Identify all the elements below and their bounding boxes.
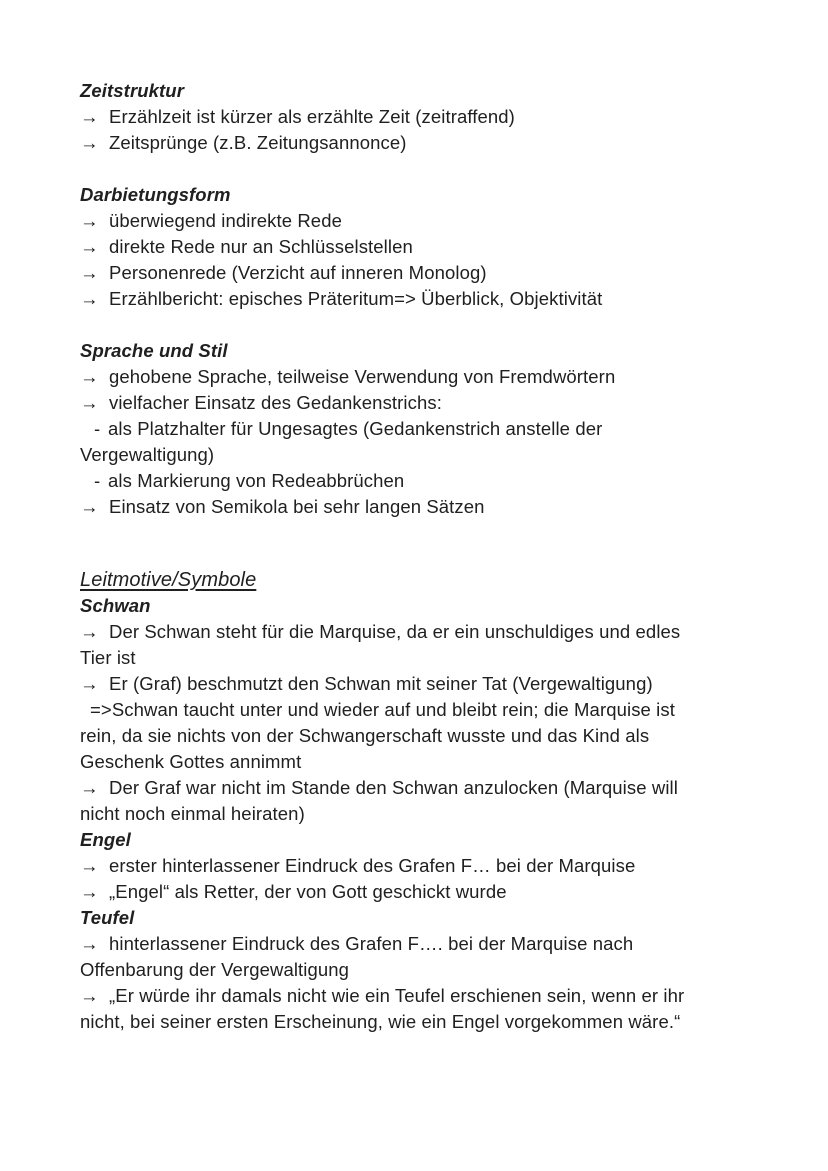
arrow-bullet-icon: →: [80, 288, 99, 309]
note-text: Geschenk Gottes annimmt: [80, 751, 302, 772]
section-leitmotive-symbole: [80, 567, 798, 1035]
note-text: Der Graf war nicht im Stande den Schwan anzulocken (Marquise will: [109, 777, 678, 798]
arrow-bullet-icon: →: [80, 673, 99, 694]
dash-bullet-icon: -: [94, 470, 101, 491]
note-text: Erzählbericht: episches Präteritum=> Überblick, Objektivität: [109, 288, 603, 309]
subsection-heading: Teufel: [80, 907, 135, 928]
arrow-bullet-icon: →: [80, 366, 99, 387]
section-heading: Sprache und Stil: [80, 340, 228, 361]
arrow-bullet-icon: →: [80, 496, 99, 517]
note-text: nicht, bei seiner ersten Erscheinung, wie ein Engel vorgekommen wäre.“: [80, 1011, 681, 1032]
note-line: [80, 671, 798, 697]
section-heading: Zeitstruktur: [80, 80, 184, 101]
note-line: [80, 879, 798, 905]
section-zeitstruktur: [80, 78, 798, 156]
note-text: „Engel“ als Retter, der von Gott geschickt wurde: [109, 881, 507, 902]
arrow-bullet-icon: →: [80, 392, 99, 413]
note-line: [80, 853, 798, 879]
note-text: Tier ist: [80, 647, 136, 668]
note-line: [80, 416, 798, 442]
arrow-bullet-icon: →: [80, 855, 99, 876]
subsection-schwan: [80, 593, 798, 827]
note-line: [80, 494, 798, 520]
note-line: [80, 983, 798, 1009]
subsection-engel: [80, 827, 798, 905]
note-line: [80, 364, 798, 390]
note-text: überwiegend indirekte Rede: [109, 210, 342, 231]
arrow-bullet-icon: →: [80, 985, 99, 1006]
note-text: nicht noch einmal heiraten): [80, 803, 305, 824]
note-text: vielfacher Einsatz des Gedankenstrichs:: [109, 392, 442, 413]
note-text: als Platzhalter für Ungesagtes (Gedankenstrich anstelle der: [108, 418, 603, 439]
note-line: [80, 749, 798, 775]
subsection-heading: Engel: [80, 829, 131, 850]
section-heading-underlined: Leitmotive/Symbole: [80, 569, 257, 591]
section-darbietungsform: [80, 182, 798, 312]
subsection-teufel: [80, 905, 798, 1035]
arrow-bullet-icon: →: [80, 236, 99, 257]
note-line: [80, 619, 798, 645]
note-line: [80, 1009, 798, 1035]
note-text: Personenrede (Verzicht auf inneren Monolog): [109, 262, 487, 283]
arrow-bullet-icon: →: [80, 262, 99, 283]
section-heading: Darbietungsform: [80, 184, 231, 205]
note-line: [80, 468, 798, 494]
note-line: [80, 801, 798, 827]
note-text: Er (Graf) beschmutzt den Schwan mit seiner Tat (Vergewaltigung): [109, 673, 653, 694]
subsection-heading: Schwan: [80, 595, 151, 616]
arrow-bullet-icon: →: [80, 106, 99, 127]
note-text: Vergewaltigung): [80, 444, 215, 465]
note-line: [80, 723, 798, 749]
note-line: [80, 957, 798, 983]
note-text: Einsatz von Semikola bei sehr langen Sätzen: [109, 496, 485, 517]
note-line: [80, 104, 798, 130]
note-line: [80, 931, 798, 957]
note-text: als Markierung von Redeabbrüchen: [108, 470, 405, 491]
note-line: [80, 775, 798, 801]
note-text: direkte Rede nur an Schlüsselstellen: [109, 236, 413, 257]
note-text: Schwan taucht unter und wieder auf und bleibt rein; die Marquise ist: [111, 699, 675, 720]
note-line: [80, 390, 798, 416]
note-text: Offenbarung der Vergewaltigung: [80, 959, 350, 980]
arrow-bullet-icon: →: [80, 933, 99, 954]
arrow-bullet-icon: →: [80, 132, 99, 153]
note-text: Erzählzeit ist kürzer als erzählte Zeit (zeitraffend): [109, 106, 515, 127]
implies-icon: =>: [90, 699, 112, 720]
arrow-bullet-icon: →: [80, 881, 99, 902]
note-text: gehobene Sprache, teilweise Verwendung von Fremdwörtern: [109, 366, 616, 387]
note-line: [80, 234, 798, 260]
note-text: „Er würde ihr damals nicht wie ein Teufel erschienen sein, wenn er ihr: [109, 985, 685, 1006]
note-text: rein, da sie nichts von der Schwangerschaft wusste und das Kind als: [80, 725, 650, 746]
arrow-bullet-icon: →: [80, 621, 99, 642]
note-line: [80, 697, 798, 723]
note-text: erster hinterlassener Eindruck des Grafen F… bei der Marquise: [109, 855, 636, 876]
arrow-bullet-icon: →: [80, 777, 99, 798]
note-text: hinterlassener Eindruck des Grafen F…. bei der Marquise nach: [109, 933, 634, 954]
note-text: Der Schwan steht für die Marquise, da er ein unschuldiges und edles: [109, 621, 681, 642]
note-line: [80, 645, 798, 671]
note-line: [80, 130, 798, 156]
note-line: [80, 442, 798, 468]
section-sprache-und-stil: [80, 338, 798, 520]
note-line: [80, 260, 798, 286]
arrow-bullet-icon: →: [80, 210, 99, 231]
note-line: [80, 208, 798, 234]
note-line: [80, 286, 798, 312]
dash-bullet-icon: -: [94, 418, 101, 439]
note-text: Zeitsprünge (z.B. Zeitungsannonce): [109, 132, 407, 153]
